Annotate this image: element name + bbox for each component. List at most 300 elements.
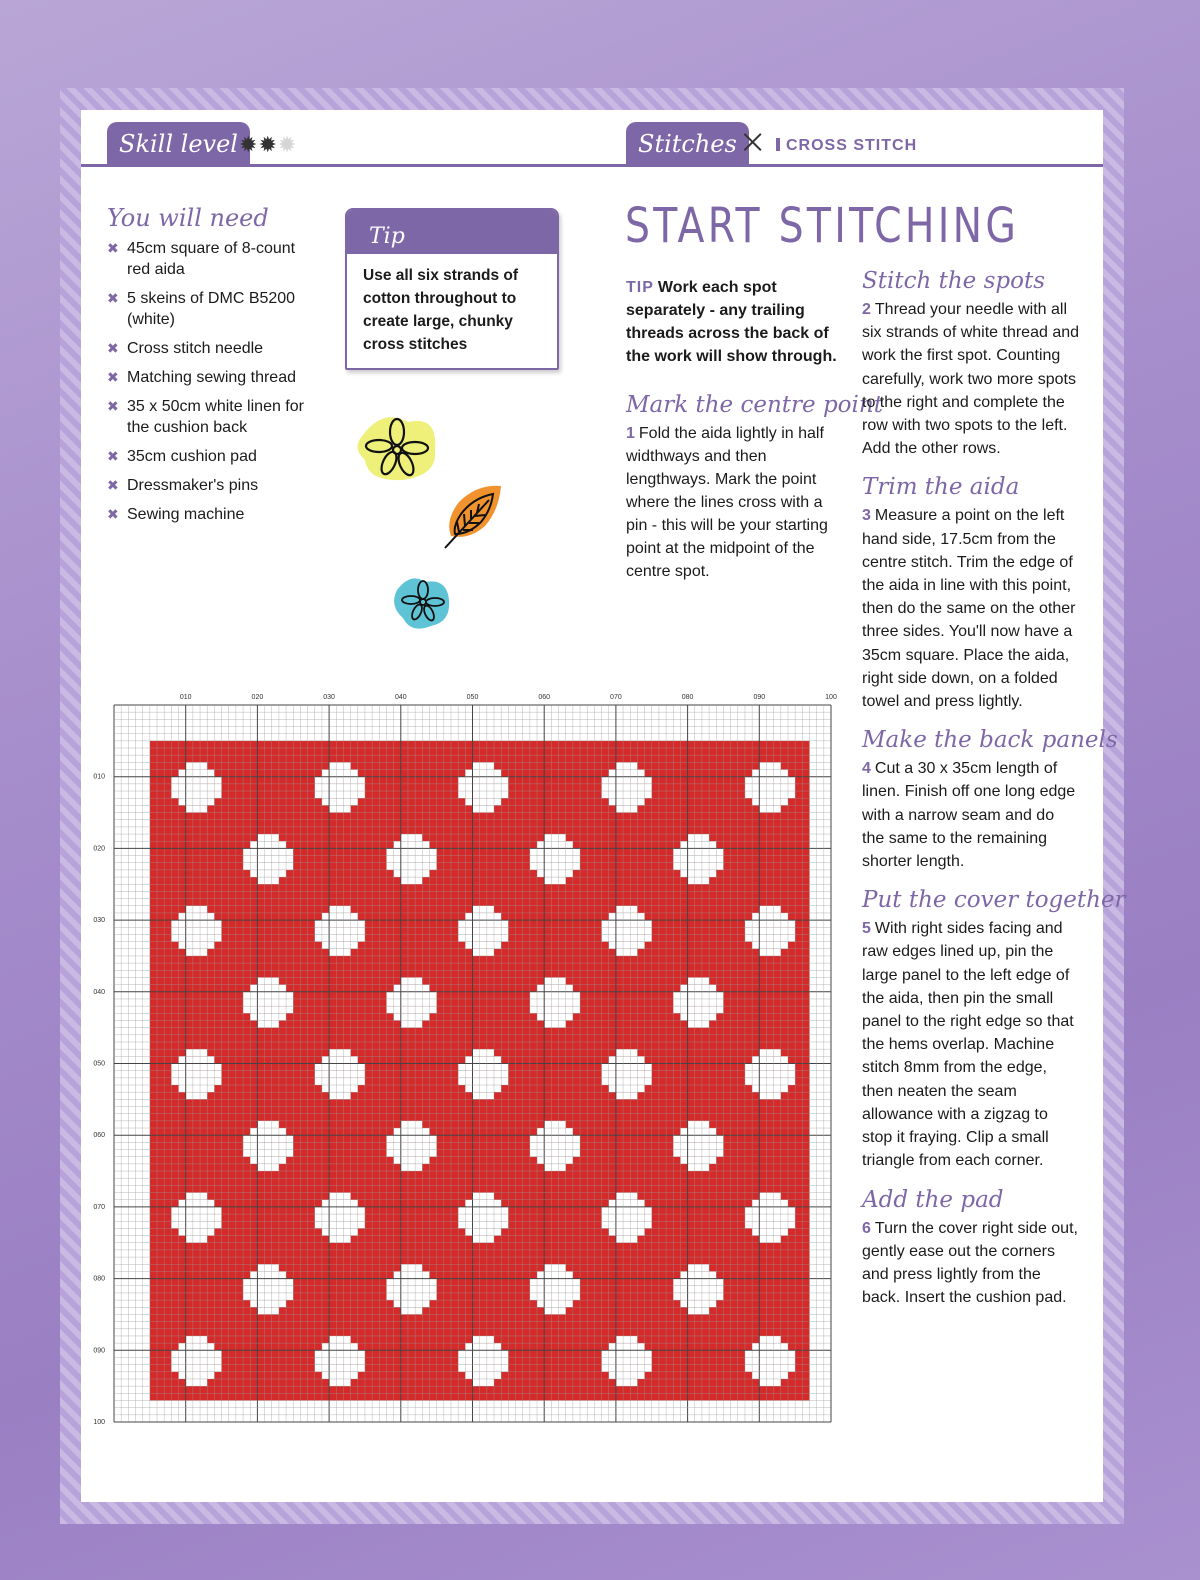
x-tick-label: 070 [610, 694, 622, 701]
spot-cells [544, 1020, 566, 1027]
spot-cells [322, 942, 358, 949]
y-tick-label: 080 [93, 1275, 105, 1283]
spot-cells [673, 1142, 723, 1149]
spot-cells [673, 863, 723, 870]
y-tick-label: 010 [93, 773, 105, 781]
spot-cells [401, 1020, 423, 1027]
spot-cells [322, 1056, 358, 1063]
spot-cells [673, 992, 723, 999]
spot-cells [315, 920, 365, 927]
y-tick-label: 050 [93, 1060, 105, 1068]
spot-cells [243, 1279, 293, 1286]
chart-spot [673, 1121, 723, 1171]
spot-cells [688, 977, 710, 984]
spot-cells [544, 1121, 566, 1128]
chart-spot [458, 906, 508, 956]
spot-cells [250, 1128, 286, 1135]
x-tick-label: 080 [681, 694, 694, 701]
chart-spot [602, 762, 652, 812]
spot-cells [530, 1142, 580, 1149]
spot-cells [673, 1279, 723, 1286]
step-text: Cut a 30 x 35cm length of linen. Finish off one long edge with a narrow seam and do the same to the remaining shorter length. [862, 760, 1076, 871]
spot-cells [171, 1365, 221, 1372]
spot-cells [171, 1071, 221, 1078]
spot-cells [752, 942, 788, 949]
spot-cells [394, 870, 430, 877]
spot-cells [186, 1193, 208, 1200]
spot-cells [322, 1200, 358, 1207]
spot-cells [171, 791, 221, 798]
spot-cells [250, 1013, 286, 1020]
spot-cells [322, 913, 358, 920]
spot-cells [243, 1293, 293, 1300]
spot-cells [616, 906, 638, 913]
spot-cells [401, 1121, 423, 1128]
spot-cells [673, 1135, 723, 1142]
spot-cells [759, 906, 781, 913]
spot-cells [322, 1228, 358, 1235]
spot-cells [745, 920, 795, 927]
step-number: 1 [626, 425, 635, 442]
list-item: ✖ 45cm square of 8-count red aida [107, 238, 317, 280]
spot-cells [171, 784, 221, 791]
spot-cells [315, 1207, 365, 1214]
spot-cells [752, 1372, 788, 1379]
spot-cells [171, 1064, 221, 1071]
chart-spot [673, 834, 723, 884]
spot-cells [394, 1128, 430, 1135]
spot-cells [602, 927, 652, 934]
spot-cells [759, 762, 781, 769]
step-5 [862, 917, 1080, 1172]
spot-cells [473, 906, 495, 913]
materials-title: You will need [107, 204, 269, 232]
step-heading: Make the back panels [862, 727, 1118, 754]
step-2 [862, 298, 1080, 460]
step-heading: Trim the aida [862, 474, 1020, 501]
spot-cells [394, 1157, 430, 1164]
spot-cells [602, 1221, 652, 1228]
spot-cells [745, 1207, 795, 1214]
x-tick-label: 010 [179, 694, 192, 701]
spot-cells [171, 777, 221, 784]
x-tick-label: 100 [825, 694, 837, 701]
cross-stitch-icon: ⨉ [743, 130, 763, 157]
y-tick-label: 100 [93, 1419, 105, 1426]
spot-cells [171, 927, 221, 934]
spot-cells [537, 1128, 573, 1135]
skill-star-icon: ✹ [239, 132, 259, 157]
list-item: ✖ 35cm cushion pad [107, 446, 317, 467]
spot-cells [315, 1365, 365, 1372]
spot-cells [745, 784, 795, 791]
spot-cells [186, 906, 208, 913]
spot-cells [171, 1207, 221, 1214]
chart-spot [315, 906, 365, 956]
step-text: With right sides facing and raw edges lined up, pin the large panel to the left edge of the aida, then pin the small panel to the right edge so that the hems overlap. Machine stitch 8mm from the edge, then neaten the seam allowance with a zigzag to stop it fraying. Clip a small triangle from each corner. [862, 920, 1074, 1170]
chart-spot [243, 1264, 293, 1314]
spot-cells [186, 949, 208, 956]
spot-cells [745, 927, 795, 934]
step-number: 2 [862, 301, 871, 318]
chart-spot [602, 1049, 652, 1099]
spot-cells [243, 999, 293, 1006]
spot-cells [609, 942, 645, 949]
spot-cells [609, 1372, 645, 1379]
x-tick-label: 050 [466, 694, 479, 701]
spot-cells [616, 1236, 638, 1243]
spot-cells [530, 1006, 580, 1013]
spot-cells [609, 1056, 645, 1063]
spot-cells [745, 1078, 795, 1085]
spot-cells [257, 1164, 279, 1171]
spot-cells [322, 798, 358, 805]
spot-cells [329, 1379, 351, 1386]
spot-cells [257, 1307, 279, 1314]
spot-cells [609, 1228, 645, 1235]
spot-cells [752, 770, 788, 777]
spot-cells [179, 1200, 215, 1207]
spot-cells [315, 777, 365, 784]
spot-cells [179, 1056, 215, 1063]
spot-cells [257, 877, 279, 884]
spot-cells [315, 934, 365, 941]
spot-cells [473, 1092, 495, 1099]
spot-cells [171, 1221, 221, 1228]
spot-cells [537, 1300, 573, 1307]
spot-cells [530, 1286, 580, 1293]
spot-cells [745, 1214, 795, 1221]
spot-cells [759, 805, 781, 812]
spot-cells [315, 1357, 365, 1364]
x-tick-label: 030 [323, 694, 335, 701]
step-heading: Stitch the spots [862, 268, 1046, 294]
spot-cells [329, 949, 351, 956]
step-text: Turn the cover right side out, gently ease out the corners and press lightly from the back. Insert the cushion pad. [862, 1219, 1078, 1307]
spot-cells [602, 784, 652, 791]
spot-cells [609, 798, 645, 805]
spot-cells [544, 877, 566, 884]
tip-box-heading: Tip [347, 210, 557, 254]
spot-cells [315, 1078, 365, 1085]
spot-cells [401, 877, 423, 884]
spot-cells [759, 1336, 781, 1343]
chart-spot [171, 906, 221, 956]
spot-cells [688, 1121, 710, 1128]
spot-cells [680, 1300, 716, 1307]
spot-cells [250, 1300, 286, 1307]
spot-cells [544, 1307, 566, 1314]
spot-cells [745, 1064, 795, 1071]
spot-cells [243, 863, 293, 870]
spot-cells [465, 1228, 501, 1235]
tip-text: Work each spot separately - any trailing threads across the back of the work will show through. [626, 279, 837, 365]
spot-cells [465, 1200, 501, 1207]
spot-cells [186, 1092, 208, 1099]
chart-spot [673, 1264, 723, 1314]
spot-cells [745, 1221, 795, 1228]
spot-cells [186, 1049, 208, 1056]
spot-cells [386, 999, 436, 1006]
spot-cells [257, 834, 279, 841]
y-tick-label: 020 [93, 845, 105, 853]
chart-spot [745, 1049, 795, 1099]
spot-cells [394, 1271, 430, 1278]
chart-spot [386, 834, 436, 884]
spot-cells [386, 848, 436, 855]
spot-cells [386, 1279, 436, 1286]
spot-cells [186, 1379, 208, 1386]
step-6 [862, 1217, 1080, 1310]
chart-spot [530, 1264, 580, 1314]
spot-cells [688, 1164, 710, 1171]
y-tick-label: 090 [93, 1347, 105, 1355]
chart-spot [602, 1336, 652, 1386]
spot-cells [544, 1164, 566, 1171]
spot-cells [745, 1357, 795, 1364]
spot-cells [329, 762, 351, 769]
chart-spot [745, 762, 795, 812]
step-heading: Put the cover together [862, 887, 1126, 914]
spot-cells [386, 1293, 436, 1300]
spot-cells [602, 1214, 652, 1221]
spot-cells [473, 1049, 495, 1056]
instructions-column-2 [862, 266, 1126, 1321]
spot-cells [458, 927, 508, 934]
spot-cells [602, 1078, 652, 1085]
spot-cells [680, 1128, 716, 1135]
spot-cells [465, 1056, 501, 1063]
spot-cells [473, 949, 495, 956]
spot-cells [473, 1236, 495, 1243]
chart-spot [386, 977, 436, 1027]
spot-cells [329, 1193, 351, 1200]
spot-cells [179, 1228, 215, 1235]
step-text: Thread your needle with all six strands of white thread and work the first spot. Counting carefully, work two more spots to the right and complete the row with two spots to the left. Add the other rows. [862, 301, 1080, 458]
spot-cells [544, 977, 566, 984]
spot-cells [315, 1071, 365, 1078]
list-item: ✖ Dressmaker's pins [107, 475, 317, 496]
spot-cells [530, 999, 580, 1006]
magazine-page [81, 110, 1126, 1502]
spot-cells [680, 841, 716, 848]
spot-cells [688, 834, 710, 841]
chart-spot [386, 1121, 436, 1171]
chart-spot [171, 1193, 221, 1243]
chart-spot [315, 1336, 365, 1386]
spot-cells [745, 1365, 795, 1372]
spot-cells [609, 1200, 645, 1207]
spot-cells [673, 856, 723, 863]
spot-cells [243, 1286, 293, 1293]
spot-cells [458, 791, 508, 798]
spot-cells [179, 798, 215, 805]
chart-spot [243, 1121, 293, 1171]
spot-cells [257, 1264, 279, 1271]
chart-spot [602, 906, 652, 956]
spot-cells [458, 934, 508, 941]
spot-cells [673, 848, 723, 855]
list-item: ✖ Sewing machine [107, 504, 317, 525]
list-item: ✖ 5 skeins of DMC B5200 (white) [107, 288, 317, 330]
spot-cells [386, 1142, 436, 1149]
spot-cells [530, 1135, 580, 1142]
spot-cells [530, 1293, 580, 1300]
step-number: 3 [862, 507, 871, 525]
skill-level-tab: Skill level [107, 122, 250, 166]
spot-cells [465, 913, 501, 920]
spot-cells [473, 762, 495, 769]
chart-spot [530, 834, 580, 884]
spot-cells [179, 913, 215, 920]
spot-cells [171, 920, 221, 927]
spot-cells [602, 1350, 652, 1357]
spot-cells [257, 1020, 279, 1027]
spot-cells [473, 1193, 495, 1200]
spot-cells [688, 1020, 710, 1027]
step-text: Measure a point on the left hand side, 17.5cm from the centre stitch. Trim the edge of the aida in line with this point, then do the same on the other three sides. You'll now have a 35cm square. Place the aida, right side down, on a folded towel and press lightly. [862, 507, 1076, 711]
spot-cells [759, 1193, 781, 1200]
spot-cells [401, 977, 423, 984]
spot-cells [386, 1006, 436, 1013]
spot-cells [179, 942, 215, 949]
spot-cells [473, 1336, 495, 1343]
x-tick-label: 040 [394, 694, 407, 701]
spot-cells [473, 805, 495, 812]
spot-cells [537, 1271, 573, 1278]
spot-cells [458, 1078, 508, 1085]
y-tick-label: 040 [93, 988, 105, 996]
spot-cells [602, 777, 652, 784]
spot-cells [315, 927, 365, 934]
spot-cells [315, 791, 365, 798]
x-tick-label: 090 [753, 694, 766, 701]
skill-star-icon: ✹ [258, 132, 278, 157]
spot-cells [179, 1343, 215, 1350]
spot-cells [401, 834, 423, 841]
spot-cells [680, 870, 716, 877]
spot-cells [386, 863, 436, 870]
spot-cells [329, 906, 351, 913]
spot-cells [257, 1121, 279, 1128]
spot-cells [688, 1307, 710, 1314]
step-heading: Add the pad [862, 1186, 1004, 1213]
spot-cells [609, 1085, 645, 1092]
spot-cells [250, 985, 286, 992]
spot-cells [458, 1357, 508, 1364]
spot-cells [530, 1150, 580, 1157]
spot-cells [458, 1064, 508, 1071]
spot-cells [394, 1300, 430, 1307]
spot-cells [179, 770, 215, 777]
chart-spot [386, 1264, 436, 1314]
spot-cells [394, 841, 430, 848]
spot-cells [458, 1221, 508, 1228]
spot-cells [602, 1071, 652, 1078]
chart-spot [602, 1193, 652, 1243]
spot-cells [465, 770, 501, 777]
spot-cells [609, 770, 645, 777]
x-tick-label: 020 [251, 694, 264, 701]
spot-cells [673, 1286, 723, 1293]
step-number: 6 [862, 1219, 871, 1237]
spot-cells [465, 1085, 501, 1092]
spot-cells [465, 1343, 501, 1350]
spot-cells [537, 841, 573, 848]
spot-cells [745, 934, 795, 941]
spot-cells [616, 1049, 638, 1056]
spot-cells [257, 977, 279, 984]
spot-cells [329, 1092, 351, 1099]
step-heading: Mark the centre point [626, 392, 883, 418]
skill-star-empty-icon: ✹ [277, 132, 298, 157]
spot-cells [186, 1336, 208, 1343]
spot-cells [602, 1357, 652, 1364]
spot-cells [680, 1157, 716, 1164]
step-3 [862, 504, 1080, 713]
spot-cells [759, 1049, 781, 1056]
spot-cells [329, 1236, 351, 1243]
chart-spot [530, 1121, 580, 1171]
spot-cells [759, 1236, 781, 1243]
tip-box-text: Use all six strands of cotton throughout to create large, chunky cross stitches [363, 267, 519, 353]
spot-cells [544, 1264, 566, 1271]
spot-cells [609, 913, 645, 920]
spot-cells [537, 1157, 573, 1164]
spot-cells [680, 1271, 716, 1278]
spot-cells [530, 848, 580, 855]
spot-cells [752, 913, 788, 920]
spot-cells [465, 1372, 501, 1379]
list-item: ✖ 35 x 50cm white linen for the cushion back [107, 396, 317, 438]
spot-cells [250, 870, 286, 877]
y-tick-label: 060 [93, 1132, 105, 1140]
spot-cells [680, 985, 716, 992]
spot-cells [752, 1343, 788, 1350]
spot-cells [243, 1150, 293, 1157]
spot-cells [458, 1207, 508, 1214]
spot-cells [680, 1013, 716, 1020]
spot-cells [465, 798, 501, 805]
chart-spot [458, 762, 508, 812]
spot-cells [752, 1085, 788, 1092]
spot-cells [458, 777, 508, 784]
chart-spot [171, 1049, 221, 1099]
spot-cells [386, 992, 436, 999]
chart-spot [171, 762, 221, 812]
spot-cells [537, 1013, 573, 1020]
spot-cells [602, 1207, 652, 1214]
spot-cells [745, 777, 795, 784]
step-number: 4 [862, 760, 871, 778]
spot-cells [616, 762, 638, 769]
stitches-tab: Stitches [626, 122, 749, 166]
spot-cells [329, 1049, 351, 1056]
spot-cells [171, 1350, 221, 1357]
spot-cells [394, 1013, 430, 1020]
chart-spot [745, 906, 795, 956]
spot-cells [602, 934, 652, 941]
chart-spot [458, 1336, 508, 1386]
spot-cells [386, 1286, 436, 1293]
y-tick-label: 070 [93, 1203, 105, 1211]
spot-cells [745, 1071, 795, 1078]
spot-cells [752, 1200, 788, 1207]
spot-cells [602, 920, 652, 927]
spot-cells [322, 770, 358, 777]
spot-cells [329, 805, 351, 812]
spot-cells [673, 1150, 723, 1157]
